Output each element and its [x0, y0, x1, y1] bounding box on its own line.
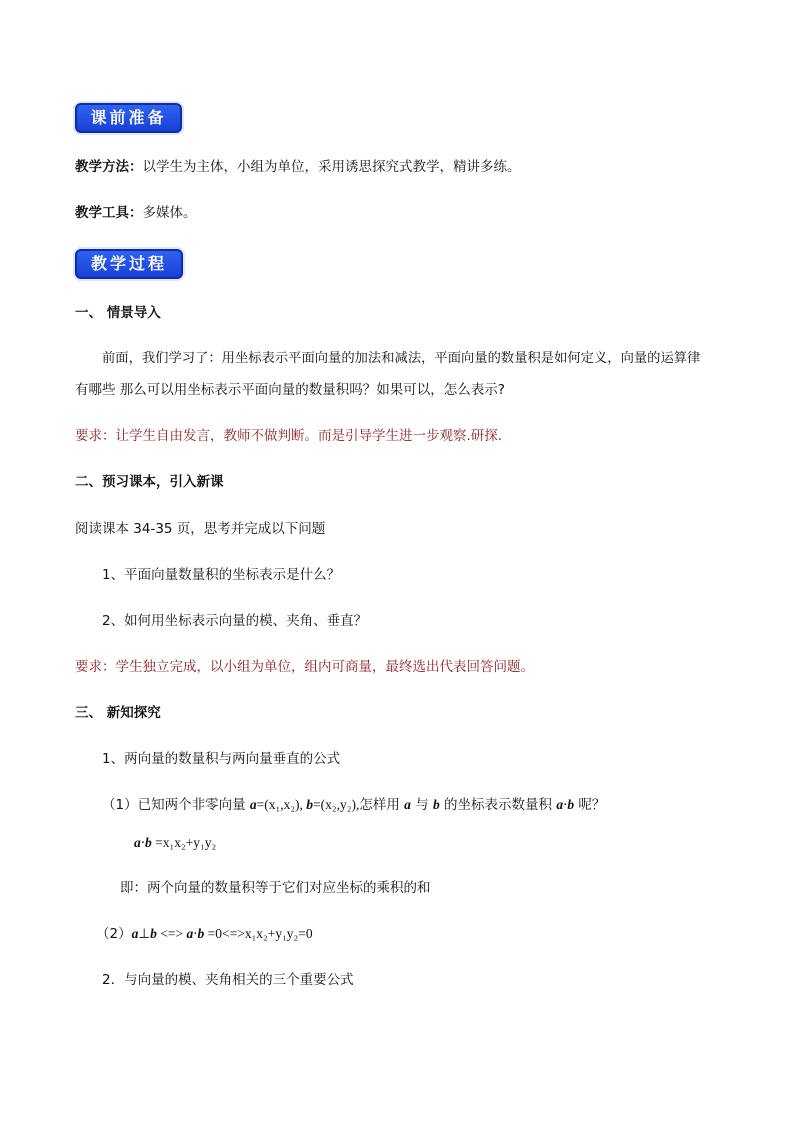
section1-para-line2: 有哪些 那么可以用坐标表示平面向量的数量积吗？如果可以，怎么表示?	[75, 382, 505, 398]
prep-badge: 课前准备	[75, 103, 182, 133]
vector-a: a	[556, 797, 564, 812]
section3-subitem-1	[102, 795, 605, 815]
vector-a: a	[131, 926, 139, 941]
tools-text: 多媒体。	[142, 205, 197, 221]
section3-subitem-2	[96, 924, 313, 944]
vector-a: a	[186, 926, 194, 941]
dot-operator: ·	[140, 835, 146, 851]
vector-b: b	[567, 797, 575, 812]
section2-requirement: 要求：学生独立完成，以小组为单位，组内可商量，最终选出代表回答问题。	[75, 659, 534, 675]
formula-rhs: =x₁x₂+y₁y₂	[151, 835, 217, 850]
section1-heading: 一、 情景导入	[75, 305, 161, 321]
vector-b: b	[145, 835, 152, 850]
vector-b: b	[432, 797, 440, 812]
sub2-rhs: =0<=>x₁x₂+y₁y₂=0	[204, 926, 313, 941]
equiv-symbol: <=>	[156, 926, 187, 941]
tools-label: 教学工具：	[75, 205, 143, 221]
dot-product-formula	[134, 833, 216, 853]
vector-b: b	[197, 926, 205, 941]
section2-intro: 阅读课本 34-35 页，思考并完成以下问题	[75, 521, 326, 537]
method-text: 以学生为主体，小组为单位，采用诱思探究式教学，精讲多练。	[142, 159, 521, 175]
section1-para-line1: 前面，我们学习了：用坐标表示平面向量的加法和减法，平面向量的数量积是如何定义，向量的运算律	[102, 351, 701, 366]
vector-a-coords: =(x₁,x₂),	[256, 797, 307, 812]
vector-b: b	[150, 926, 157, 941]
section3-heading: 三、 新知探究	[75, 705, 161, 721]
sub1-tail: 的坐标表示数量积	[439, 797, 557, 813]
section2-question-1: 1、平面向量数量积的坐标表示是什么？	[102, 567, 341, 583]
vector-a: a	[249, 797, 257, 812]
section2-question-2: 2、如何用坐标表示向量的模、夹角、垂直？	[102, 613, 368, 629]
process-badge: 教学过程	[75, 249, 183, 279]
vector-b: b	[306, 797, 314, 812]
vector-a: a	[404, 797, 411, 812]
vector-b-coords: =(x₂,y₂),	[313, 797, 360, 812]
sub2-prefix: （2）	[96, 926, 132, 942]
section3-item-1: 1、两向量的数量积与两向量垂直的公式	[102, 751, 341, 767]
dot-operator: ·	[193, 926, 198, 942]
sub1-end: 呢？	[574, 797, 606, 813]
section1-requirement: 要求：让学生自由发言，教师不做判断。而是引导学生进一步观察.研探.	[75, 428, 503, 444]
method-line	[75, 157, 521, 177]
vector-a: a	[134, 835, 141, 850]
formula-explanation: 即：两个向量的数量积等于它们对应坐标的乘积的和	[120, 880, 431, 896]
perp-symbol: ⊥	[138, 926, 151, 942]
tools-line	[75, 203, 197, 223]
section3-item-2: 2．与向量的模、夹角相关的三个重要公式	[102, 972, 354, 988]
method-label: 教学方法：	[75, 159, 143, 175]
sub1-and: 与	[410, 797, 433, 813]
section2-heading: 二、预习课本，引入新课	[75, 474, 224, 490]
dot-operator: ·	[563, 797, 568, 813]
sub1-prefix: （1）已知两个非零向量	[102, 797, 250, 813]
sub1-suffix: 怎样用	[359, 797, 405, 813]
